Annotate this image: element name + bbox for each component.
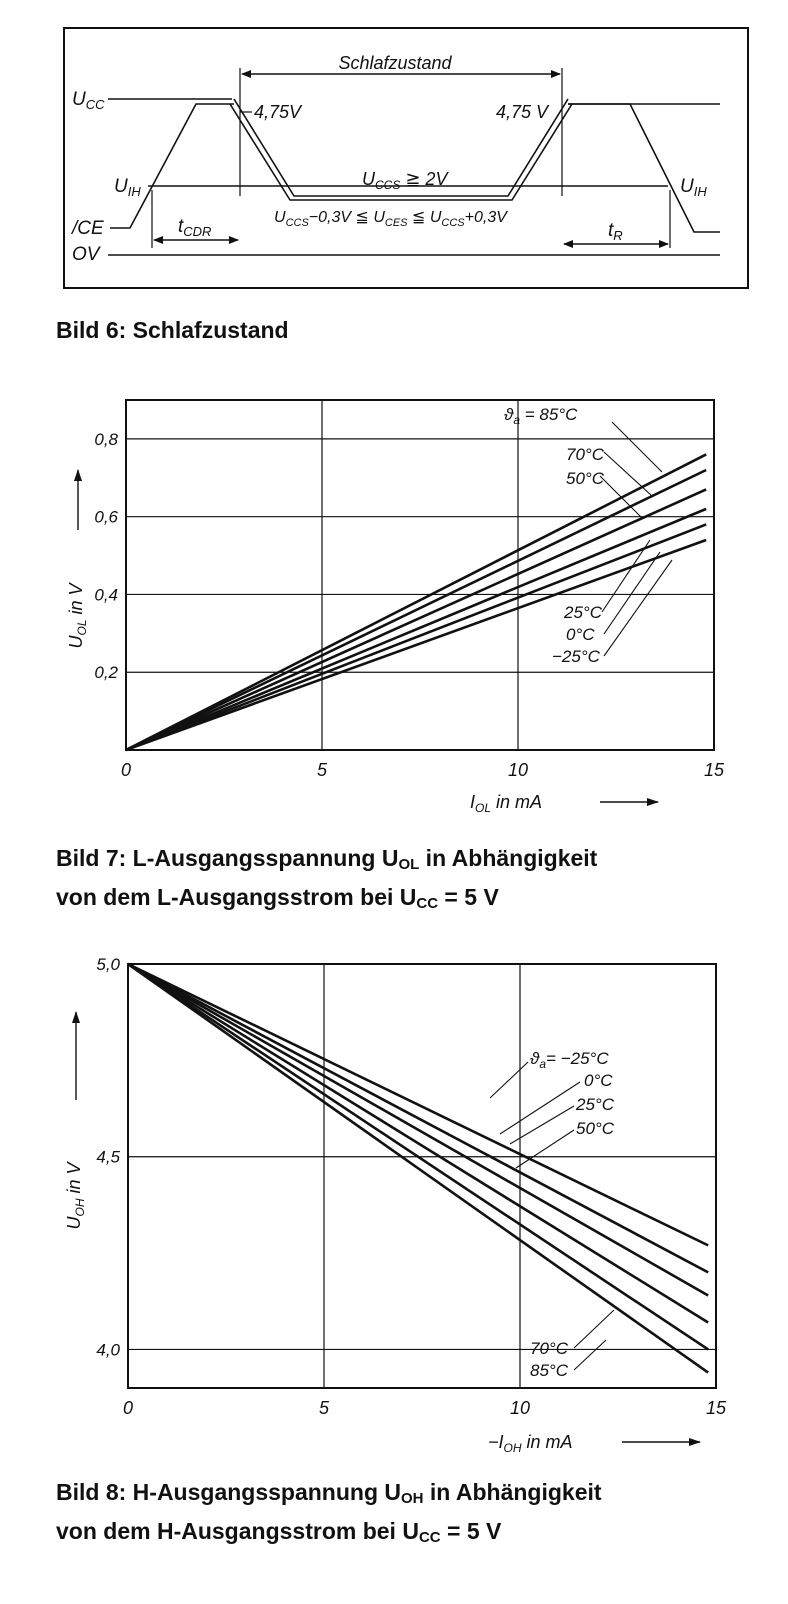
fig6-sleep-label: Schlafzustand (338, 53, 452, 73)
fig8-series-line-1 (128, 964, 708, 1272)
fig7-series-line-0 (126, 454, 706, 750)
fig6-tcdr-label: $t_{CDR}$ (178, 216, 212, 239)
fig8-xtick-label: 15 (705, 1398, 727, 1418)
fig7-legend-50: 50°C (566, 469, 604, 488)
fig7-legend-25: 25°C (564, 603, 602, 622)
fig8-ytick-label: 4,5 (96, 1147, 120, 1167)
fig8-legend-25: 25°C (576, 1095, 614, 1114)
fig6-uccs-label: $U_{CCS}$ ≧ 2V (362, 169, 448, 192)
fig7-plot-frame (126, 400, 714, 750)
fig7-legend-70: 70°C (566, 445, 604, 464)
fig6-475v-left: 4,75V (254, 102, 302, 122)
fig7-legend-m25: −25°C (552, 647, 600, 666)
fig6-ov-label: OV (72, 244, 100, 265)
fig8-legend-0: 0°C (584, 1071, 613, 1090)
fig7-series-line-4 (126, 524, 706, 750)
fig6-475v-right: 4,75 V (496, 102, 549, 122)
fig8-xlabel: $-I_{OH}$ in mA (488, 1432, 573, 1455)
fig6-uih-left-label: $U_{IH}$ (114, 176, 141, 199)
fig8-xtick-label: 5 (318, 1398, 330, 1418)
fig6-uih-right-label: $U_{IH}$ (680, 176, 707, 199)
fig7-ytick-label: 0,4 (94, 585, 118, 605)
fig6-timing-diagram (0, 0, 788, 300)
fig6-ucc-label: $U_{CC}$ (72, 89, 105, 112)
fig8-xtick-label: 0 (122, 1398, 134, 1418)
fig7-ylabel-text: $U_{OL}$ in V (66, 583, 89, 649)
fig8-xtick-label: 10 (509, 1398, 531, 1418)
fig8-caption: Bild 8: H-Ausgangsspannung $U_{OH}$ in Abhängigkeit von dem H-Ausgangsstrom bei $U_{CC} = 5$ V (56, 1479, 602, 1546)
fig7-series-line-2 (126, 489, 706, 750)
fig7-series-line-5 (126, 540, 706, 750)
fig7-ytick-label: 0,6 (94, 507, 118, 527)
fig7-xtick-label: 0 (120, 760, 132, 780)
fig7-series-line-1 (126, 470, 706, 750)
fig8-ytick-label: 4,0 (96, 1340, 120, 1360)
fig7-legend-85: $ϑ_a = 85^\circ C$ (504, 405, 578, 427)
fig8-legend-50: 50°C (576, 1119, 614, 1138)
fig7-series-line-3 (126, 509, 706, 750)
fig6-caption: Bild 6: Schlafzustand (56, 317, 289, 343)
fig8-series-line-2 (128, 964, 708, 1295)
fig8-ytick-label: 5,0 (96, 955, 120, 974)
fig7-legend-0: 0°C (566, 625, 595, 644)
fig7-xlabel: $I_{OL}$ in mA (470, 792, 543, 815)
fig6-ce-curve-right (568, 104, 720, 232)
fig8-series-line-3 (128, 964, 708, 1322)
fig8-legend-m25: $ϑ_a= -25^\circ C$ (530, 1049, 609, 1071)
fig8-chart (0, 940, 788, 1460)
fig7-xtick-label: 5 (316, 760, 328, 780)
fig7-ytick-label: 0,2 (94, 663, 118, 683)
fig7-caption: Bild 7: L-Ausgangsspannung $U_{OL}$ in Abhängigkeit von dem L-Ausgangsstrom bei $U_{CC} = 5$ V (56, 845, 598, 912)
fig7-chart (0, 380, 788, 820)
fig8-series-line-5 (128, 964, 708, 1373)
fig6-ce-label: /CE (72, 218, 104, 239)
fig8-legend-85: 85°C (530, 1361, 568, 1380)
fig7-ytick-label: 0,8 (94, 429, 118, 449)
fig7-xtick-label: 10 (507, 760, 529, 780)
fig7-xtick-label: 15 (703, 760, 725, 780)
fig8-ylabel-text: $U_{OH}$ in V (64, 1162, 87, 1230)
fig8-series-line-0 (128, 964, 708, 1245)
fig6-ce-curve (110, 104, 234, 228)
fig8-legend-70: 70°C (530, 1339, 568, 1358)
fig6-uces-equation: $U_{CCS}-0,3V$ ≦ $U_{CES}$ ≦ $U_{CCS}+0,3V$ (274, 209, 507, 229)
fig6-tr-label: $t_R$ (608, 220, 623, 243)
